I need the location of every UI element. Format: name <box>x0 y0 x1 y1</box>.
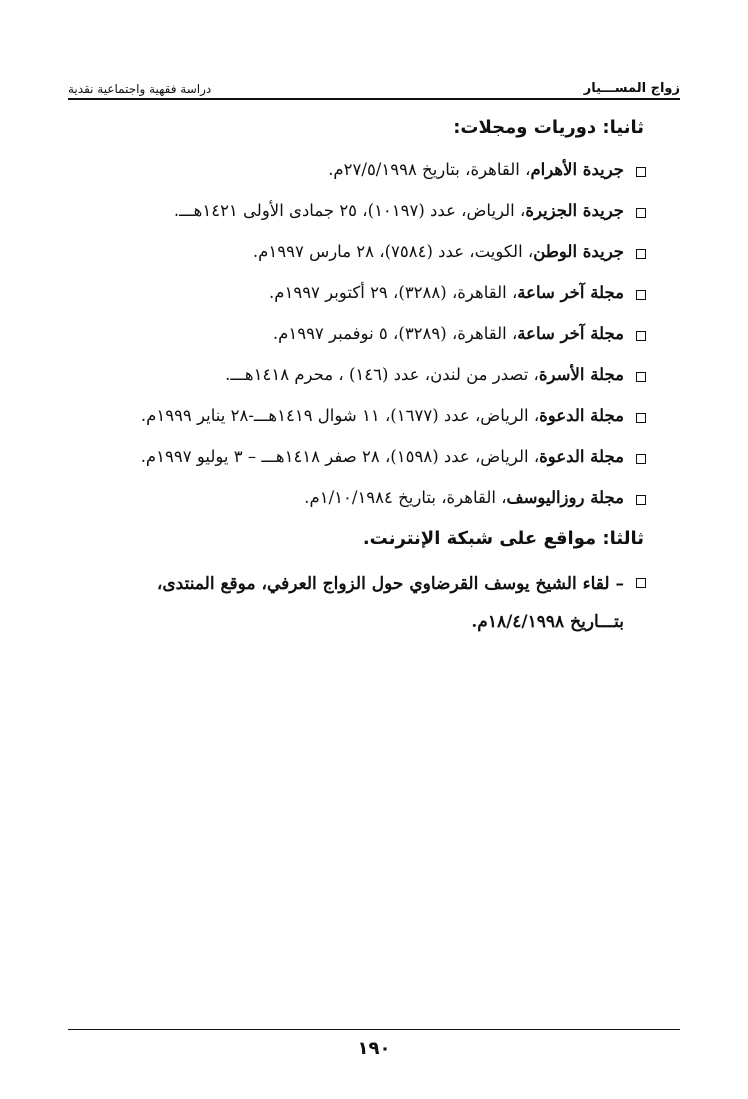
periodical-details: ، القاهرة، بتاريخ ١/١٠/١٩٨٤م. <box>304 488 507 507</box>
square-bullet-icon <box>636 167 646 177</box>
periodical-name: مجلة الدعوة <box>539 406 624 425</box>
square-bullet-icon <box>636 290 646 300</box>
reference-entry <box>100 318 648 359</box>
reference-entry <box>100 277 648 318</box>
websites-heading: ثالثا: مواقع على شبكة الإنترنت. <box>362 528 644 549</box>
reference-entry <box>100 236 648 277</box>
periodicals-heading: ثانيا: دوريات ومجلات: <box>453 117 644 138</box>
reference-entry <box>100 359 648 400</box>
website-text: – لقاء الشيخ يوسف القرضاوي حول الزواج العرفي، موقع المنتدى، بتـــاريخ ١٨/٤/١٩٩٨م. <box>156 574 624 632</box>
reference-text <box>273 318 624 350</box>
square-bullet-icon <box>636 249 646 259</box>
square-bullet-icon <box>636 372 646 382</box>
periodical-details: ، تصدر من لندن، عدد (١٤٦) ، محرم ١٤١٨هـــ. <box>225 365 539 384</box>
square-bullet-icon <box>636 331 646 341</box>
reference-text <box>225 359 624 391</box>
page-number: ١٩٠ <box>357 1038 391 1059</box>
periodical-details: ، الرياض، عدد (١٠١٩٧)، ٢٥ جمادى الأولى ١٤٢١هـــ. <box>173 201 526 220</box>
periodical-details: ، الرياض، عدد (١٥٩٨)، ٢٨ صفر ١٤١٨هـــ – ٣ يوليو ١٩٩٧م. <box>140 447 540 466</box>
periodical-details: ، القاهرة، (٣٢٨٨)، ٢٩ أكتوبر ١٩٩٧م. <box>269 283 518 302</box>
reference-text <box>269 277 624 309</box>
reference-text <box>141 400 624 432</box>
periodical-name: مجلة آخر ساعة <box>517 283 624 302</box>
running-subtitle: دراسة فقهية واجتماعية نقدية <box>68 82 212 96</box>
periodical-name: مجلة الأسرة <box>538 365 624 384</box>
reference-entry <box>100 400 648 441</box>
square-bullet-icon <box>636 454 646 464</box>
reference-entry <box>100 195 648 236</box>
periodical-name: جريدة الجزيرة <box>525 201 624 220</box>
reference-entry <box>100 441 648 482</box>
reference-entry <box>100 154 648 195</box>
periodical-details: ، القاهرة، بتاريخ ٢٧/٥/١٩٩٨م. <box>328 160 531 179</box>
periodical-details: ، الرياض، عدد (١٦٧٧)، ١١ شوال ١٤١٩هـــ-٢٨ يناير ١٩٩٩م. <box>140 406 540 425</box>
periodical-name: جريدة الوطن <box>533 242 624 261</box>
website-entry <box>100 565 648 641</box>
reference-entry <box>100 482 648 523</box>
reference-text <box>174 195 624 227</box>
periodical-details: ، الكويت، عدد (٧٥٨٤)، ٢٨ مارس ١٩٩٧م. <box>252 242 534 261</box>
reference-text <box>141 441 624 473</box>
periodical-name: مجلة الدعوة <box>539 447 624 466</box>
page-header <box>68 70 680 100</box>
periodical-name: مجلة روزاليوسف <box>506 488 624 507</box>
periodical-details: ، القاهرة، (٣٢٨٩)، ٥ نوفمبر ١٩٩٧م. <box>272 324 518 343</box>
references-content <box>100 112 648 641</box>
square-bullet-icon <box>636 578 646 588</box>
footer-rule <box>68 1029 680 1030</box>
square-bullet-icon <box>636 208 646 218</box>
periodical-name: جريدة الأهرام <box>530 160 624 179</box>
periodical-name: مجلة آخر ساعة <box>517 324 624 343</box>
square-bullet-icon <box>636 495 646 505</box>
reference-text <box>328 154 624 186</box>
square-bullet-icon <box>636 413 646 423</box>
reference-text <box>304 482 624 514</box>
reference-text <box>253 236 624 268</box>
running-book-title: زواج المســـيار <box>583 81 680 96</box>
